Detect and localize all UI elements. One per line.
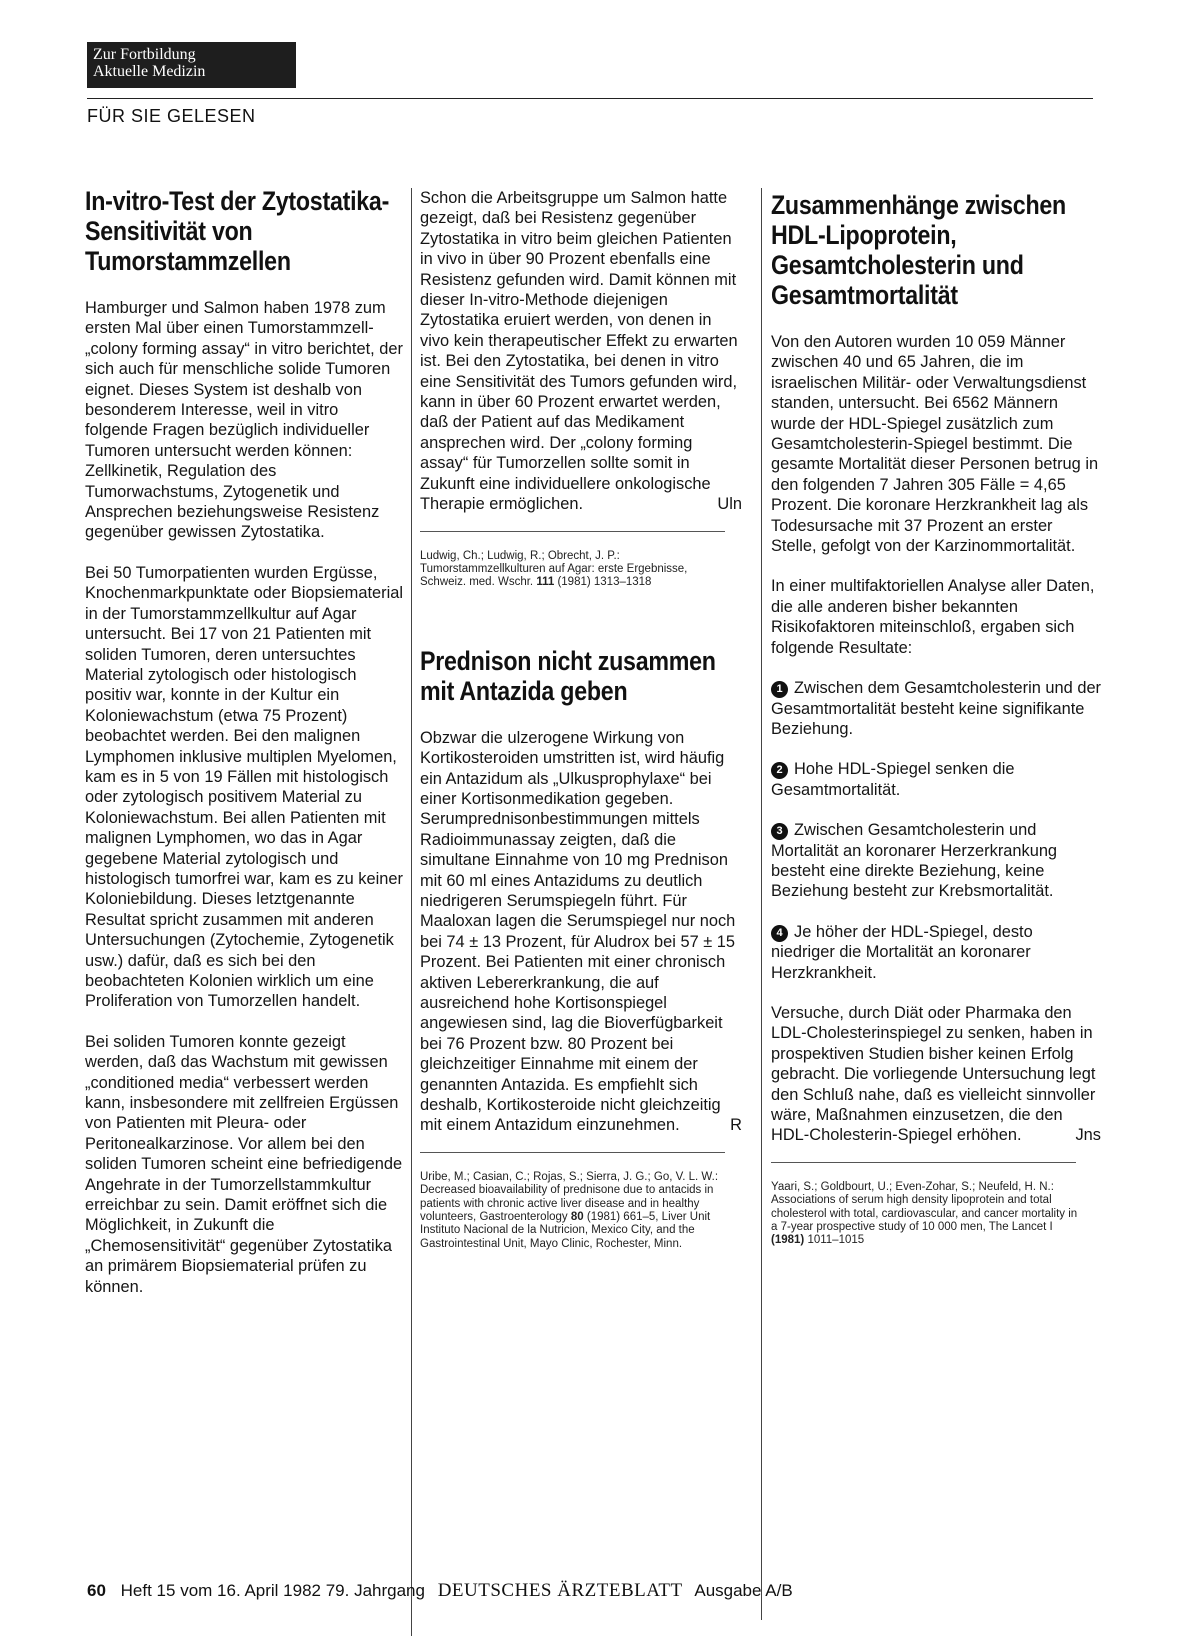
article-2-signature: R — [730, 1116, 742, 1135]
article-1-continuation: Schon die Arbeitsgruppe um Salmon hatte gezeigt, daß bei Resistenz gegenüber Zytostatika in vitro beim gleichen Patienten in vivo in über 90 Prozent ebenfalls eine Resistenz gefunden wird. Damit können mit dieser In-vitro-Methode diejenigen Zytostatika eruiert werden, von denen in vivo kein therapeutischer Effekt zu erwarten ist. Bei den Zytostatika, bei denen in vitro eine Sensitivität des Tumors gefunden wird, kann in über 60 Prozent erwartet werden, daß der Patient auf das Medikament ansprechen wird. Der „colony forming assay“ für Tumorzellen sollte somit in Zukunft eine individuellere onkologische Therapie ermöglichen. Uln — [420, 189, 742, 514]
number-1-icon: 1 — [771, 681, 788, 698]
reference-separator-2 — [420, 1152, 725, 1153]
number-3-icon: 3 — [771, 823, 788, 840]
journal-name: DEUTSCHES ÄRZTEBLATT — [437, 1580, 683, 1601]
article-3-title: Zusammenhänge zwischen HDL-Lipoprotein, Gesamtcholesterin und Gesamtmortalität — [771, 190, 1066, 310]
article-1-signature: Uln — [717, 495, 742, 514]
article-1-title: In-vitro-Test der Zytostatika-Sensitivität von Tumorstammzellen — [85, 186, 390, 276]
result-item-3: 3 Zwischen Gesamtcholesterin und Mortalität an koronarer Herzerkrankung besteht eine direkte Beziehung, keine Beziehung besteht zur Krebsmortalität. — [771, 821, 1058, 901]
column-divider-2 — [761, 188, 762, 1620]
page-number: 60 — [87, 1581, 106, 1600]
column-3 — [771, 190, 1101, 1248]
article-3-reference: Yaari, S.; Goldbourt, U.; Even-Zohar, S.; Neufeld, H. N.: Associations of serum high density lipoprotein and total cholesterol with total, cardiovascular, and cancer mortality in a 7-year prospective study of 10 000 men, The Lancet I (1981) 1011–1015 — [771, 1180, 1078, 1247]
article-2-reference: Uribe, M.; Casian, C.; Rojas, S.; Sierra, J. G.; Go, V. L. W.: Decreased bioavailability of prednisone due to antacids in patients with chronic active liver disease and in healthy volunteers, Gastroenterology 80 (1981) 661–5, Liver Unit Instituto Nacional de la Nutricion, Mexico City, and the Gastrointestinal Unit, Mayo Clinic, Rochester, Minn. — [420, 1170, 719, 1250]
header-rule — [87, 98, 1093, 99]
result-item-4: 4 Je höher der HDL-Spiegel, desto niedriger die Mortalität an koronarer Herzkrankheit. — [771, 922, 1033, 982]
article-1-reference: Ludwig, Ch.; Ludwig, R.; Obrecht, J. P.: Tumorstammzellkulturen auf Agar: erste Ergebnisse, Schweiz. med. Wschr. 111 (1981) 1313–1318 — [420, 549, 688, 589]
issue-info: Heft 15 vom 16. April 1982 79. Jahrgang — [120, 1581, 425, 1600]
column-divider-1 — [411, 188, 412, 1636]
column-2 — [420, 188, 742, 1251]
article-3-conclusion: Versuche, durch Diät oder Pharmaka den LDL-Cholesterinspiegel zu senken, haben in prospektiven Studien bisher keinen Erfolg gebracht. Die vorliegende Untersuchung legt den Schluß nahe, daß es vielleicht sinnvoller wäre, Maßnahmen einzusetzen, die den HDL-Cholesterin-Spiegel erhöhen. Jns — [771, 1003, 1101, 1145]
number-4-icon: 4 — [771, 925, 788, 942]
page-footer — [87, 1580, 793, 1602]
article-1-paragraph-2: Bei 50 Tumorpatienten wurden Ergüsse, Knochenmarkpunktate oder Biopsiematerial in der Tumorstammzellkultur auf Agar untersucht. Bei 17 von 21 Patienten mit soliden Tumoren, deren untersuchtes Material zytologisch oder histologisch positiv war, konnte in der Kultur ein Koloniewachstum (etwa 75 Prozent) beobachtet werden. Bei den malignen Lymphomen inklusive multiplen Myelomen, kam es in 5 von 19 Fällen mit histologisch oder zytologisch positivem Material zu Koloniewachstum. Bei allen Patienten mit malignen Lymphomen, wo das in Agar gegebene Material zytologisch und histologisch tumorfrei war, kam es zu keiner Koloniebildung. Dieses letztgenannte Resultat spricht zusammen mit anderen Untersuchungen (Zytochemie, Zytogenetik usw.) dafür, daß es sich bei den beobachteten Kolonien wirklich um eine Proliferation von Tumorzellen handelt. — [85, 563, 403, 1011]
article-1-paragraph-1: Hamburger und Salmon haben 1978 zum ersten Mal über einen Tumorstammzell-„colony forming assay“ in vitro berichtet, der sich auch für menschliche solide Tumoren eignet. Dieses System ist deshalb von besonderem Interesse, weil in vitro folgende Fragen bezüglich individueller Tumoren untersucht werden können: Zellkinetik, Regulation des Tumorwachstums, Zytogenetik und Ansprechen beziehungsweise Resistenz gegenüber gewissen Zytostatika. — [85, 299, 403, 542]
number-2-icon: 2 — [771, 762, 788, 779]
badge-line-2: Aktuelle Medizin — [93, 63, 206, 80]
badge-line-1: Zur Fortbildung — [93, 46, 196, 63]
reference-separator-3 — [771, 1162, 1076, 1163]
article-2-title: Prednison nicht zusammen mit Antazida geben — [420, 645, 716, 706]
result-item-1: 1 Zwischen dem Gesamtcholesterin und der Gesamtmortalität besteht keine signifikante Beziehung. — [771, 679, 1102, 738]
section-label: FÜR SIE GELESEN — [87, 106, 256, 126]
result-item-2: 2 Hohe HDL-Spiegel senken die Gesamtmortalität. — [771, 760, 1015, 799]
article-2-paragraph: Obzwar die ulzerogene Wirkung von Kortikosteroiden umstritten ist, wird häufig ein Antazidum als „Ulkusprophylaxe“ bei einer Kortisonmedikation gegeben. Serumprednisonbestimmungen mittels Radioimmunassay zeigten, daß die simultane Einnahme von 10 mg Prednison mit 60 ml eines Antazidums zu deutlich niedrigeren Serumspiegeln führt. Für Maaloxan lagen die Serumspiegel nur noch bei 74 ± 13 Prozent, für Aludrox bei 57 ± 15 Prozent. Bei Patienten mit einer chronisch aktiven Lebererkrankung, die auf ausreichend hohe Kortisonspiegel angewiesen sind, lag die Bioverfügbarkeit bei 76 Prozent bzw. 80 Prozent bei gleichzeitiger Einnahme mit einem der genannten Antazida. Es empfiehlt sich deshalb, Kortikosteroide nicht gleichzeitig mit einem Antazidum einzunehmen. R — [420, 728, 742, 1135]
edition: Ausgabe A/B — [694, 1581, 793, 1600]
article-3-analysis: In einer multifaktoriellen Analyse aller Daten, die alle anderen bisher bekannten Risikofaktoren miteinschloß, ergaben sich folgende Resultate: — [771, 577, 1095, 657]
article-1-paragraph-3: Bei soliden Tumoren konnte gezeigt werden, daß das Wachstum mit gewissen „conditioned media“ verbessert werden kann, insbesondere mit zellfreien Ergüssen von Patienten mit Pleura- oder Peritonealkarzinose. Vor allem bei den soliden Tumoren scheint eine befriedigende Angehrate in der Tumorzellstammkultur erreichbar zu sein. Damit eröffnet sich die Möglichkeit, in Zukunft die „Chemosensitivität“ gegenüber Zytostatika an primärem Biopsiematerial prüfen zu können. — [85, 1032, 403, 1296]
column-1 — [85, 186, 405, 1317]
article-3-intro: Von den Autoren wurden 10 059 Männer zwischen 40 und 65 Jahren, die im israelischen Militär- oder Verwaltungsdienst standen, untersucht. Bei 6562 Männern wurde der HDL-Spiegel zusätzlich zum Gesamtcholesterin-Spiegel bestimmt. Die gesamte Mortalität dieser Personen betrug in den folgenden 7 Jahren 305 Fälle = 4,65 Prozent. Die koronare Herzkrankheit lag als Todesursache mit 37 Prozent an erster Stelle, gefolgt von der Karzinommortalität. — [771, 333, 1099, 556]
article-3-signature: Jns — [1075, 1126, 1101, 1145]
section-badge — [87, 42, 296, 88]
reference-separator-1 — [420, 531, 725, 532]
